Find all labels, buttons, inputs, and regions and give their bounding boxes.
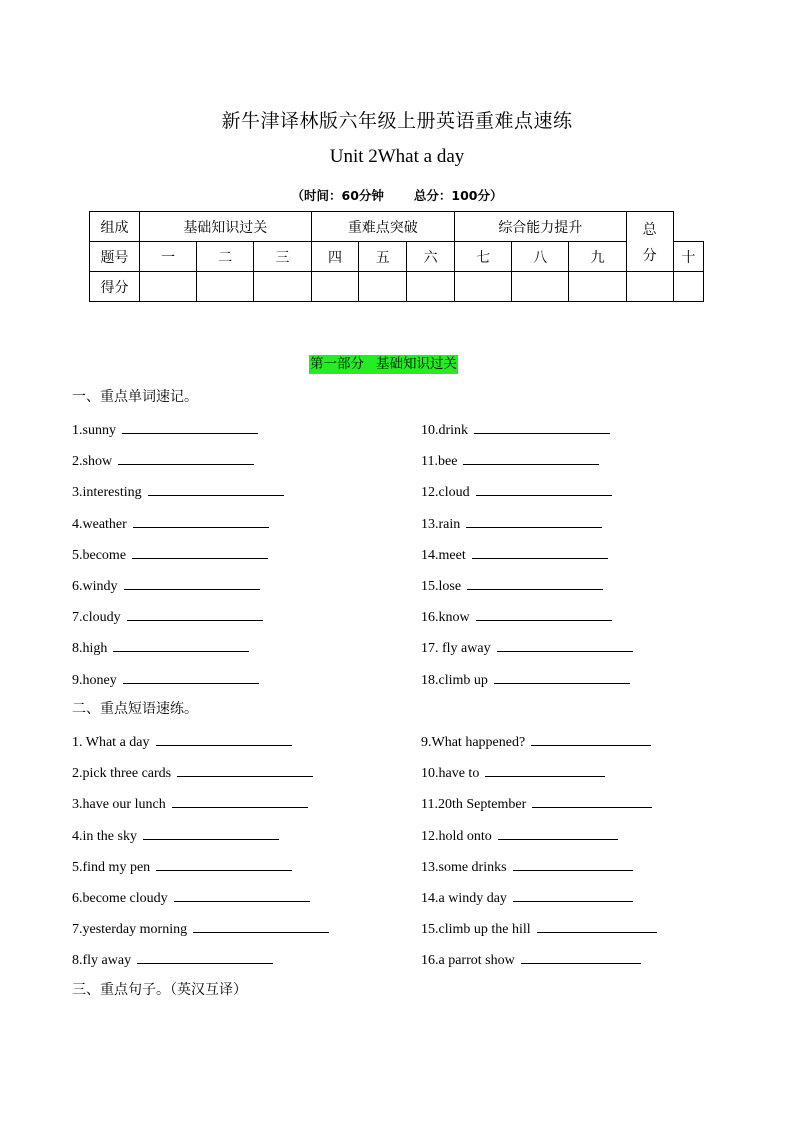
word-left-item <box>72 481 284 501</box>
score-table-cell: 综合能力提升 <box>455 212 627 242</box>
answer-blank[interactable] <box>118 450 254 465</box>
total-label-char: 总 <box>642 221 657 238</box>
score-input-cell[interactable] <box>359 272 407 302</box>
phrase-right-item <box>421 949 641 969</box>
word-left-item <box>72 575 260 595</box>
score-table-row-composition <box>90 212 704 242</box>
word-right-prompt: 18.climb up <box>421 672 488 688</box>
answer-blank[interactable] <box>467 575 603 590</box>
answer-blank[interactable] <box>133 513 269 528</box>
phrase-right-prompt: 16.a parrot show <box>421 953 515 969</box>
phrase-right-item <box>421 793 652 813</box>
word-right-prompt: 17. fly away <box>421 641 491 657</box>
word-left-prompt: 5.become <box>72 547 127 563</box>
score-table-cell: 六 <box>407 242 455 272</box>
answer-blank[interactable] <box>148 481 284 496</box>
phrase-left-prompt: 2.pick three cards <box>72 766 172 782</box>
phrase-left-item <box>72 731 292 751</box>
answer-blank[interactable] <box>193 918 329 933</box>
score-table-cell: 组成 <box>90 212 140 242</box>
answer-blank[interactable] <box>137 949 273 964</box>
score-table-cell: 得分 <box>90 272 140 302</box>
total-label-char: 分 <box>642 247 657 264</box>
phrase-right-item <box>421 731 651 751</box>
answer-blank[interactable] <box>174 887 310 902</box>
score-table-cell: 五 <box>359 242 407 272</box>
answer-blank[interactable] <box>532 793 652 808</box>
answer-blank[interactable] <box>124 575 260 590</box>
score-input-cell[interactable] <box>254 272 311 302</box>
score-input-cell[interactable] <box>673 272 703 302</box>
word-right-item <box>421 419 610 439</box>
word-right-item <box>421 637 633 657</box>
answer-blank[interactable] <box>123 669 259 684</box>
word-right-item <box>421 575 603 595</box>
word-left-prompt: 2.show <box>72 454 113 470</box>
word-right-prompt: 14.meet <box>421 547 466 563</box>
phrase-right-prompt: 15.climb up the hill <box>421 922 531 938</box>
document-subtitle: Unit 2What a day <box>329 146 465 167</box>
score-input-cell[interactable] <box>197 272 254 302</box>
score-input-cell[interactable] <box>407 272 455 302</box>
word-right-prompt: 10.drink <box>421 423 469 438</box>
word-left-item <box>72 419 258 439</box>
section-part-label: 第一部分 <box>310 356 364 372</box>
phrase-left-prompt: 6.become cloudy <box>72 891 168 906</box>
phrase-left-prompt: 8.fly away <box>72 953 132 969</box>
score-input-cell[interactable] <box>455 272 512 302</box>
answer-blank[interactable] <box>156 731 292 746</box>
time-limit: （时间：60分钟 <box>291 188 384 203</box>
word-right-item <box>421 606 612 626</box>
answer-blank[interactable] <box>521 949 641 964</box>
phrase-left-item <box>72 856 292 876</box>
section-heading-part-one <box>309 355 458 374</box>
answer-blank[interactable] <box>476 481 612 496</box>
word-left-prompt: 7.cloudy <box>72 610 121 626</box>
score-table-cell: 四 <box>311 242 359 272</box>
score-table-cell: 重难点突破 <box>311 212 454 242</box>
score-input-cell[interactable] <box>626 272 673 302</box>
score-table-cell: 一 <box>140 242 197 272</box>
score-table-row-scores <box>90 272 704 302</box>
answer-blank[interactable] <box>463 450 599 465</box>
answer-blank[interactable] <box>531 731 651 746</box>
phrase-right-prompt: 10.have to <box>421 766 480 782</box>
word-left-item <box>72 450 254 470</box>
answer-blank[interactable] <box>466 513 602 528</box>
answer-blank[interactable] <box>537 918 657 933</box>
score-table-total-cell <box>626 212 673 272</box>
answer-blank[interactable] <box>156 856 292 871</box>
phrase-right-item <box>421 918 657 938</box>
word-left-item <box>72 544 268 564</box>
phrase-left-item <box>72 793 308 813</box>
word-left-item <box>72 637 249 657</box>
word-left-item <box>72 513 269 533</box>
score-input-cell[interactable] <box>569 272 626 302</box>
word-right-prompt: 12.cloud <box>421 485 470 501</box>
part3-heading: 三、重点句子。（英汉互译） <box>72 982 247 998</box>
phrase-right-prompt: 13.some drinks <box>421 859 507 875</box>
phrase-left-prompt: 3.have our lunch <box>72 797 166 813</box>
score-table <box>89 211 704 302</box>
phrase-left-item <box>72 825 279 845</box>
phrase-right-prompt: 14.a windy day <box>421 891 507 906</box>
phrase-left-item <box>72 887 310 907</box>
answer-blank[interactable] <box>513 887 633 902</box>
score-input-cell[interactable] <box>512 272 569 302</box>
phrase-left-prompt: 7.yesterday morning <box>72 922 188 938</box>
word-left-prompt: 1.sunny <box>72 423 116 438</box>
answer-blank[interactable] <box>485 762 605 777</box>
answer-blank[interactable] <box>177 762 313 777</box>
part2-heading: 二、重点短语速练。 <box>72 701 198 717</box>
score-table-cell: 八 <box>512 242 569 272</box>
score-table-row-numbers <box>90 242 704 272</box>
answer-blank[interactable] <box>498 825 618 840</box>
phrase-right-item <box>421 762 605 782</box>
word-right-prompt: 13.rain <box>421 516 461 532</box>
word-left-prompt: 8.high <box>72 641 108 657</box>
document-title: 新牛津译林版六年级上册英语重难点速练 <box>221 110 573 132</box>
score-table-cell: 九 <box>569 242 626 272</box>
word-right-item <box>421 513 602 533</box>
phrase-left-item <box>72 918 329 938</box>
score-input-cell[interactable] <box>311 272 359 302</box>
score-table-cell: 七 <box>455 242 512 272</box>
answer-blank[interactable] <box>474 419 610 434</box>
answer-blank[interactable] <box>113 637 249 652</box>
answer-blank[interactable] <box>122 419 258 434</box>
phrase-right-item <box>421 825 618 845</box>
phrase-left-item <box>72 762 313 782</box>
word-right-item <box>421 669 630 689</box>
part1-heading: 一、重点单词速记。 <box>72 389 198 405</box>
answer-blank[interactable] <box>472 544 608 559</box>
time-and-score-info <box>0 186 794 204</box>
answer-blank[interactable] <box>476 606 612 621</box>
word-left-item <box>72 606 263 626</box>
phrase-right-prompt: 11.20th September <box>421 797 527 813</box>
answer-blank[interactable] <box>172 793 308 808</box>
phrase-left-prompt: 1. What a day <box>72 735 150 750</box>
phrase-left-item <box>72 949 273 969</box>
answer-blank[interactable] <box>127 606 263 621</box>
phrase-right-item <box>421 856 633 876</box>
word-left-item <box>72 669 259 689</box>
score-table-cell: 十 <box>673 242 703 272</box>
section-part-name: 基础知识过关 <box>376 356 457 372</box>
word-right-item <box>421 450 599 470</box>
word-left-prompt: 3.interesting <box>72 485 142 501</box>
word-right-item <box>421 544 608 564</box>
word-left-prompt: 6.windy <box>72 579 118 594</box>
answer-blank[interactable] <box>494 669 630 684</box>
word-right-prompt: 15.lose <box>421 579 462 594</box>
score-table-cell: 三 <box>254 242 311 272</box>
phrase-right-prompt: 9.What happened? <box>421 735 526 750</box>
phrase-left-prompt: 5.find my pen <box>72 859 151 875</box>
answer-blank[interactable] <box>497 637 633 652</box>
word-right-item <box>421 481 612 501</box>
answer-blank[interactable] <box>143 825 279 840</box>
score-table-cell: 基础知识过关 <box>140 212 312 242</box>
total-score: 总分：100分） <box>413 188 503 203</box>
score-input-cell[interactable] <box>140 272 197 302</box>
word-left-prompt: 4.weather <box>72 516 127 532</box>
answer-blank[interactable] <box>132 544 268 559</box>
answer-blank[interactable] <box>513 856 633 871</box>
word-right-prompt: 11.bee <box>421 454 458 470</box>
word-right-prompt: 16.know <box>421 610 470 626</box>
phrase-right-prompt: 12.hold onto <box>421 828 492 844</box>
score-table-cell: 二 <box>197 242 254 272</box>
phrase-left-prompt: 4.in the sky <box>72 828 137 844</box>
word-left-prompt: 9.honey <box>72 672 117 688</box>
score-table-cell: 题号 <box>90 242 140 272</box>
phrase-right-item <box>421 887 633 907</box>
